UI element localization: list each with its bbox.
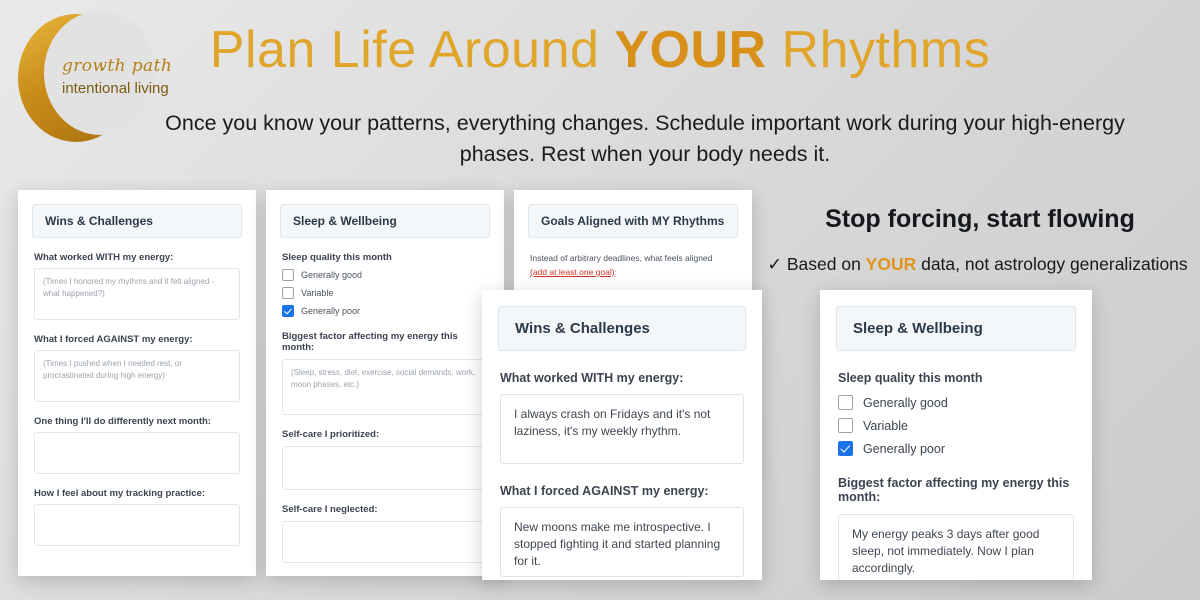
card-title: Wins & Challenges	[32, 204, 242, 238]
field-worked-with-value[interactable]: I always crash on Fridays and it's not laziness, it's my weekly rhythm.	[500, 394, 744, 464]
checkbox-label: Generally poor	[301, 306, 361, 316]
checkbox-label: Generally poor	[863, 441, 945, 456]
card-title: Sleep & Wellbeing	[280, 204, 490, 238]
field-label-biggest-factor: Biggest factor affecting my energy this month:	[838, 476, 1070, 504]
card-title: Wins & Challenges	[498, 306, 746, 351]
field-label-tracking-practice: How I feel about my tracking practice:	[34, 488, 206, 499]
brand-name: growth path	[62, 56, 173, 76]
field-label-sleep-quality: Sleep quality this month	[282, 252, 392, 263]
checkbox-row-variable[interactable]	[282, 287, 488, 299]
field-selfcare-prioritized-input[interactable]	[282, 446, 488, 490]
field-worked-with-input[interactable]: (Times I honored my rhythms and it felt aligned - what happened?)	[34, 268, 240, 320]
card-title: Sleep & Wellbeing	[836, 306, 1076, 351]
checkbox-row-generally-good[interactable]	[282, 269, 488, 281]
card-sleep-wellbeing-back[interactable]	[266, 190, 504, 576]
headline-part2: Rhythms	[766, 21, 991, 79]
card-sleep-wellbeing-front[interactable]	[820, 290, 1092, 580]
checkbox-label: Variable	[301, 288, 334, 298]
checkbox-icon[interactable]	[838, 418, 853, 433]
checkbox-icon[interactable]	[282, 269, 294, 281]
checkbox-checked-icon[interactable]	[282, 305, 294, 317]
field-label-next-month: One thing I'll do differently next month:	[34, 416, 211, 427]
field-next-month-input[interactable]	[34, 432, 240, 474]
field-label-sleep-quality: Sleep quality this month	[838, 371, 983, 385]
benefit-bullet	[760, 254, 1195, 275]
checkbox-icon[interactable]	[838, 395, 853, 410]
field-biggest-factor-input[interactable]: (Sleep, stress, diet, exercise, social demands, work, moon phases, etc.)	[282, 359, 488, 415]
tagline: Stop forcing, start flowing	[825, 205, 1135, 233]
card-wins-challenges-back[interactable]	[18, 190, 256, 576]
headline-part1: Plan Life Around	[209, 21, 615, 79]
field-selfcare-neglected-input[interactable]	[282, 521, 488, 563]
goals-note-line2	[530, 266, 736, 278]
field-forced-against-value[interactable]: New moons make me introspective. I stopped fighting it and started planning for it.	[500, 507, 744, 577]
checkbox-checked-icon[interactable]	[838, 441, 853, 456]
field-tracking-practice-input[interactable]	[34, 504, 240, 546]
field-label-forced-against: What I forced AGAINST my energy:	[500, 484, 709, 498]
card-wins-challenges-front[interactable]	[482, 290, 762, 580]
checkbox-row-generally-good[interactable]	[838, 395, 1074, 410]
checkbox-row-generally-poor[interactable]	[838, 441, 1074, 456]
benefit-prefix: ✓ Based on	[767, 254, 866, 274]
field-label-selfcare-prioritized: Self-care I prioritized:	[282, 429, 380, 440]
benefit-suffix: data, not astrology generalizations	[916, 254, 1188, 274]
checkbox-label: Generally good	[301, 270, 363, 280]
checkbox-row-variable[interactable]	[838, 418, 1074, 433]
benefit-emphasis: YOUR	[865, 254, 917, 274]
field-label-worked-with: What worked WITH my energy:	[500, 371, 684, 385]
field-label-forced-against: What I forced AGAINST my energy:	[34, 334, 193, 345]
checkbox-label: Generally good	[863, 395, 948, 410]
goals-note-suffix: :	[614, 267, 617, 277]
field-label-worked-with: What worked WITH my energy:	[34, 252, 174, 263]
checkbox-label: Variable	[863, 418, 908, 433]
field-biggest-factor-value[interactable]: My energy peaks 3 days after good sleep, not immediately. Now I plan accordingly.	[838, 514, 1074, 580]
goals-note: Instead of arbitrary deadlines, what feels aligned	[530, 253, 713, 263]
page-subtitle: Once you know your patterns, everything changes. Schedule important work during your high-energy phases. Rest when your body needs it.	[165, 111, 1125, 166]
brand-tagline: intentional living	[62, 80, 169, 97]
card-title: Goals Aligned with MY Rhythms	[528, 204, 738, 238]
field-forced-against-input[interactable]: (Times I pushed when I needed rest, or procrastinated during high energy)	[34, 350, 240, 402]
headline-emphasis: YOUR	[614, 21, 767, 79]
add-goal-link[interactable]: (add at least one goal)	[530, 267, 615, 277]
page-title	[0, 20, 1200, 80]
field-label-selfcare-neglected: Self-care I neglected:	[282, 504, 378, 515]
field-label-biggest-factor: Biggest factor affecting my energy this month:	[282, 331, 458, 353]
checkbox-row-generally-poor[interactable]	[282, 305, 488, 317]
checkbox-icon[interactable]	[282, 287, 294, 299]
